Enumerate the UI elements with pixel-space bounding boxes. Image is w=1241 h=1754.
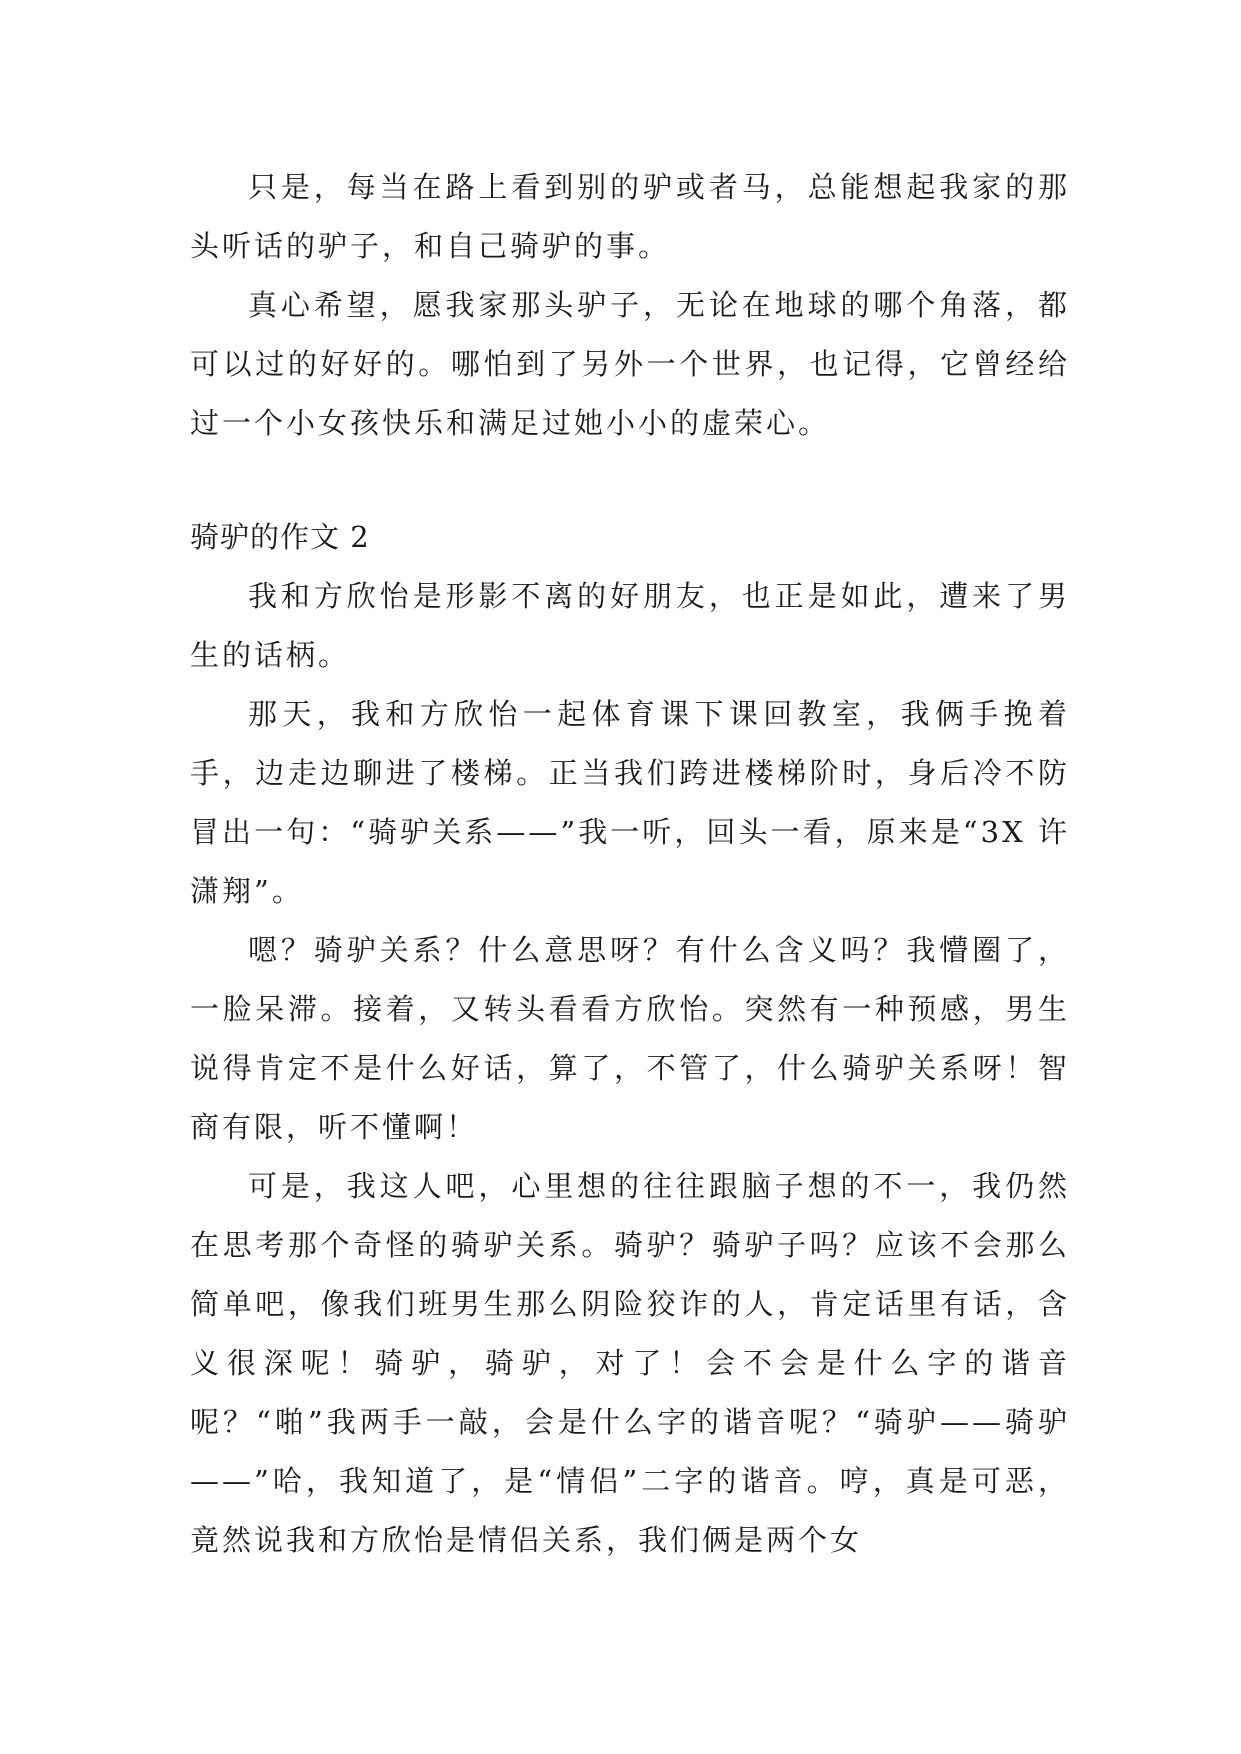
paragraph: 我和方欣怡是形影不离的好朋友，也正是如此，遭来了男生的话柄。 (190, 579, 1070, 672)
section-heading: 骑驴的作文 2 (190, 520, 370, 554)
paragraph: 那天，我和方欣怡一起体育课下课回教室，我俩手挽着手，边走边聊进了楼梯。正当我们跨进楼梯阶时，身后冷不防冒出一句：“骑驴关系——”我一听，回头一看，原来是“3X 许潇翔”。 (190, 697, 1070, 908)
paragraph: 嗯？骑驴关系？什么意思呀？有什么含义吗？我懵圈了，一脸呆滞。接着，又转头看看方欣怡。突然有一种预感，男生说得肯定不是什么好话，算了，不管了，什么骑驴关系呀！智商有限，听不懂啊！ (190, 933, 1070, 1144)
paragraph: 只是，每当在路上看到别的驴或者马，总能想起我家的那头听话的驴子，和自己骑驴的事。 (190, 170, 1070, 263)
paragraph: 真心希望，愿我家那头驴子，无论在地球的哪个角落，都可以过的好好的。哪怕到了另外一个世界，也记得，它曾经给过一个小女孩快乐和满足过她小小的虚荣心。 (190, 288, 1070, 440)
document-body (190, 158, 1070, 1570)
paragraph: 可是，我这人吧，心里想的往往跟脑子想的不一，我仍然在思考那个奇怪的骑驴关系。骑驴？骑驴子吗？应该不会那么简单吧，像我们班男生那么阴险狡诈的人，肯定话里有话，含义很深呢！骑驴，骑驴，对了！会不会是什么字的谐音呢？“啪”我两手一敲，会是什么字的谐音呢？“骑驴——骑驴——”哈，我知道了，是“情侣”二字的谐音。哼，真是可恶，竟然说我和方欣怡是情侣关系，我们俩是两个女 (190, 1169, 1070, 1557)
